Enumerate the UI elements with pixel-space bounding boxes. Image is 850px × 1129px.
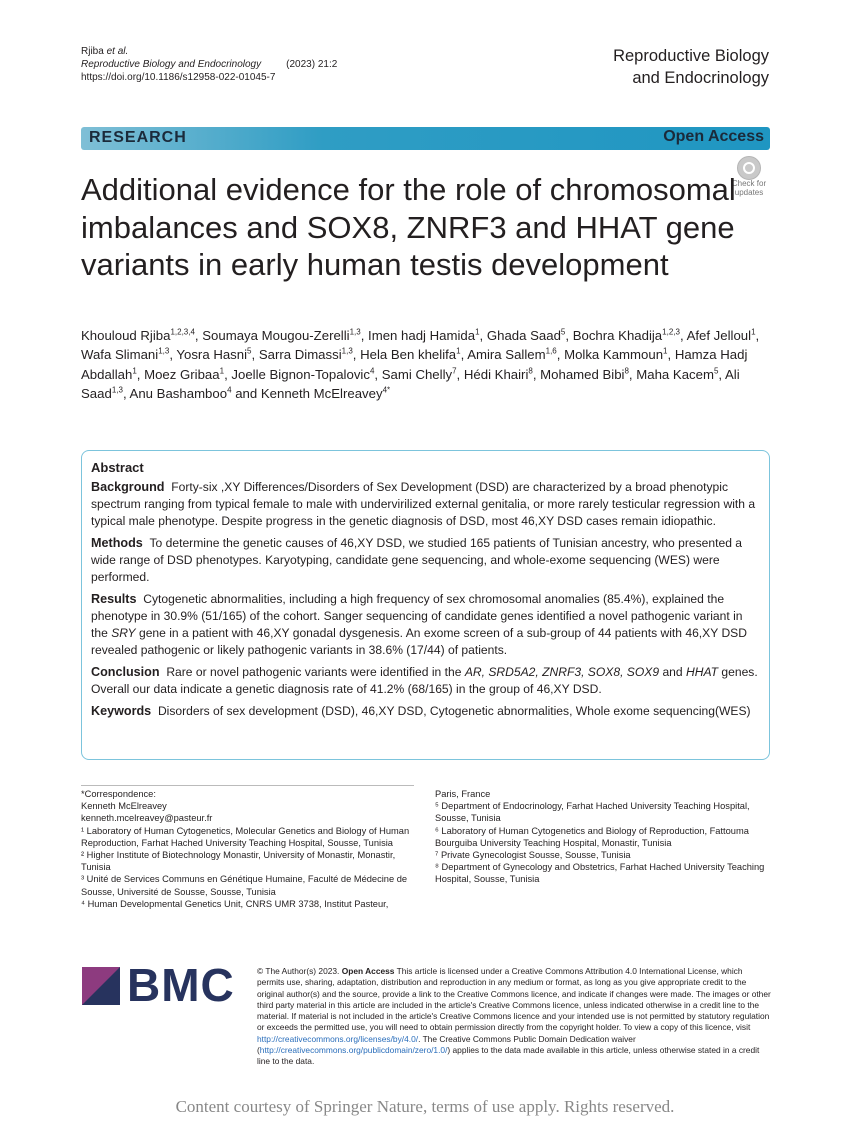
footnotes-right	[435, 788, 765, 886]
author-affiliation: 1,6	[545, 347, 557, 357]
author-name: Sami Chelly	[381, 366, 453, 382]
footnotes-left	[81, 788, 411, 910]
author-name: Hédi Khairi	[463, 366, 529, 382]
abstract-background	[91, 479, 760, 530]
author-name: Molka Kammoun	[564, 347, 664, 363]
author-affiliation: 1,3	[111, 385, 123, 395]
keywords-text: Disorders of sex development (DSD), 46,XY DSD, Cytogenetic abnormalities, Whole exome sequencing(WES)	[157, 704, 751, 718]
check-updates-line1: Check for	[731, 179, 767, 188]
results-label: Results	[91, 592, 137, 606]
author-name: Bochra Khadija	[572, 328, 663, 343]
footnote-rule	[81, 785, 414, 786]
methods-text: To determine the genetic causes of 46,XY DSD, we studied 165 patients of Tunisian ancestry, who presented a wide range of DSD phenotypes. Karyotyping, candidate gene sequencing, and whole-exome sequencing (WES) were performed.	[91, 536, 743, 584]
license-link-cc-by[interactable]: http://creativecommons.org/licenses/by/4.0/	[257, 1033, 419, 1044]
author-name: Imen hadj Hamida	[368, 328, 476, 343]
research-label: RESEARCH	[89, 129, 187, 146]
keywords-label: Keywords	[91, 704, 152, 718]
author-affiliation: 8	[624, 366, 629, 376]
author-name: Hela Ben khelifa	[360, 347, 457, 363]
author-short: Rjiba	[81, 46, 104, 57]
author-affiliation: 4	[369, 366, 375, 376]
author-name: Amira Sallem	[467, 347, 546, 363]
abstract-heading: Abstract	[91, 460, 144, 475]
footnote-aff-6: ⁶ Laboratory of Human Cytogenetics and Biology of Reproduction, Fattouma Bourguiba University Teaching Hospital, Monastir, Tunisia	[435, 825, 749, 848]
results-text-b: gene in a patient with 46,XY gonadal dysgenesis. An exome screen of a sub-group of 44 patients with 46,XY DSD revealed pathogenic or likely pathogenic variants in 38.6% (17/44) of patients.	[91, 626, 747, 657]
license-link-cc0[interactable]: http://creativecommons.org/publicdomain/zero/1.0/	[259, 1045, 448, 1056]
volume: (2023) 21:2	[286, 59, 338, 70]
footnote-aff-5: ⁵ Department of Endocrinology, Farhat Hached University Teaching Hospital, Sousse, Tunisia	[435, 801, 750, 824]
bmc-logo-mark	[82, 967, 120, 1005]
conclusion-genes: AR, SRD5A2, ZNRF3, SOX8, SOX9	[464, 665, 660, 679]
check-updates-line2: updates	[734, 187, 764, 197]
author-affiliation: 1	[663, 347, 668, 357]
author-name: Afef Jelloul	[686, 328, 752, 343]
author-affiliation: 5	[247, 347, 252, 357]
footnote-corr-name: Kenneth McElreavey	[81, 801, 167, 812]
author-name: Ghada Saad	[486, 328, 561, 343]
open-access-label: Open Access	[663, 128, 764, 145]
author-affiliation: 1,3	[349, 327, 361, 337]
author-affiliation: 5	[713, 366, 719, 376]
author-name: Anu Bashamboo	[129, 386, 228, 402]
journal-title-line2: and Endocrinology	[632, 69, 769, 87]
author-name: Wafa Slimani	[81, 347, 159, 363]
abstract-conclusion	[91, 664, 760, 698]
author-name: Hamza Hadj Abdallah	[81, 347, 748, 382]
footnote-corr-email[interactable]: kenneth.mcelreavey@pasteur.fr	[81, 813, 213, 824]
author-affiliation: 1	[475, 327, 480, 337]
license-body-3: ) applies to the data made available in this article, unless otherwise stated in a credit line to the data.	[257, 1045, 760, 1067]
footnote-aff-1: ¹ Laboratory of Human Cytogenetics, Molecular Genetics and Biology of Human Reproduction, Farhat Hached University Teaching Hospital, Sousse, Tunisia	[81, 825, 410, 848]
results-gene: SRY	[111, 626, 136, 640]
conclusion-and: and	[662, 665, 683, 679]
author-etal: et al.	[106, 46, 129, 57]
conclusion-label: Conclusion	[91, 665, 160, 679]
research-band	[81, 127, 770, 150]
license-open-access: Open Access	[341, 966, 395, 976]
author-name: Moez Gribaa	[144, 366, 220, 382]
author-list: Khouloud Rjiba$^{1,2,3,4}$, Soumaya Mougou-Zerelli$^{1,3}$, Imen hadj Hamida$^1$, Ghada Saad$^5$, Bochra Khadija$^{1,2,3}$, Afef Jelloul$^1$, Wafa Slimani$^{1,3}$, Yosra Hasni$^5$, Sarra Dimassi$^{1,3}$, Hela Ben khelifa$^1$, Amira Sallem$^{1,6}$, Molka Kammoun$^1$, Hamza Hadj Abdallah$^1$, Moez Gribaa$^1$, Joelle Bignon-Topalovic$^4$, Sami Chelly$^7$, Hédi Khairi$^8$, Mohamed Bibi$^8$, Maha Kacem$^5$, Ali Saad$^{1,3}$, Anu Bashamboo$^4$ and Kenneth McElreavey$^{4*}$	[81, 327, 760, 402]
footnote-aff-2: ² Higher Institute of Biotechnology Monastir, University of Monastir, Monastir, Tunisia	[81, 850, 396, 873]
abstract-keywords	[91, 703, 760, 720]
license-copyright: © The Author(s) 2023.	[257, 966, 340, 976]
author-affiliation: 1	[219, 366, 225, 376]
journal-title	[613, 45, 769, 89]
author-affiliation: 4	[227, 385, 232, 395]
conclusion-text-a: Rare or novel pathogenic variants were identified in the	[166, 665, 462, 679]
footnote-aff-8: ⁸ Department of Gynecology and Obstetrics, Farhat Hached University Teaching Hospital, Sousse, Tunisia	[435, 862, 765, 885]
author-affiliation: 7	[452, 366, 457, 376]
author-affiliation: 1	[751, 327, 756, 337]
courtesy-notice: Content courtesy of Springer Nature, terms of use apply. Rights reserved.	[175, 1097, 675, 1116]
footnote-aff-4: ⁴ Human Developmental Genetics Unit, CNRS UMR 3738, Institut Pasteur,	[81, 898, 389, 909]
methods-label: Methods	[91, 536, 143, 550]
footnote-aff-3: ³ Unité de Services Communs en Génétique Humaine, Faculté de Médecine de Sousse, Université de Sousse, Sousse, Tunisia	[81, 874, 408, 897]
bmc-logo-text: BMC	[127, 959, 235, 1011]
footnote-aff-4-cont: Paris, France	[435, 789, 491, 799]
author-affiliation: 1	[132, 366, 137, 376]
author-name: Khouloud Rjiba	[81, 328, 171, 343]
license-body-2: . The Creative Commons Public Domain Dedication waiver (	[257, 1033, 636, 1056]
author-name: Kenneth McElreavey	[260, 386, 383, 402]
background-label: Background	[91, 480, 165, 494]
author-name: Soumaya Mougou-Zerelli	[202, 328, 350, 343]
author-affiliation: 1	[456, 347, 461, 357]
author-affiliation: 1,3	[341, 347, 353, 357]
abstract-results	[91, 591, 760, 659]
running-header	[81, 45, 337, 84]
author-affiliation: 1,2,3,4	[170, 327, 195, 337]
author-affiliation: 8	[528, 366, 533, 376]
doi-link[interactable]: https://doi.org/10.1186/s12958-022-01045-7	[81, 72, 276, 83]
journal-name: Reproductive Biology and Endocrinology	[81, 59, 262, 70]
author-name: Ali Saad	[81, 366, 740, 402]
author-name: Maha Kacem	[636, 366, 714, 382]
author-affiliation: 1,3	[158, 347, 170, 357]
abstract-box	[81, 450, 770, 760]
article-title: Additional evidence for the role of chromosomal imbalances and SOX8, ZNRF3 and HHAT gene variants in early human testis development	[81, 172, 736, 282]
footnote-correspondence: *Correspondence:	[81, 789, 156, 799]
conclusion-gene2: HHAT	[686, 665, 719, 679]
author-name: Yosra Hasni	[176, 347, 248, 363]
license-body-1: This article is licensed under a Creative Commons Attribution 4.0 International License, which permits use, sharing, adaptation, distribution and reproduction in any medium or format, as long as you give appropriate credit to the original author(s) and the source, provide a link to the Creative Commons licence, and indicate if changes were made. The images or other third party material in this article are included in the article's Creative Commons licence, unless indicated otherwise in a credit line to the material. If material is not included in the article's Creative Commons licence and your intended use is not permitted by statutory regulation or exceeds the permitted use, you will need to obtain permission directly from the copyright holder. To view a copy of this licence, visit	[257, 966, 771, 1033]
license-text	[257, 966, 771, 1068]
author-name: Joelle Bignon-Topalovic	[231, 366, 370, 382]
footnote-aff-7: ⁷ Private Gynecologist Sousse, Sousse, Tunisia	[435, 850, 631, 861]
bmc-logo	[82, 959, 242, 1011]
abstract-methods	[91, 535, 760, 586]
results-text-a: Cytogenetic abnormalities, including a high frequency of sex chromosomal anomalies (85.4%), explained the phenotype in 30.9% (51/165) of the cohort. Sanger sequencing of candidate genes identified a novel pathogenic variant in the	[91, 592, 743, 640]
author-affiliation: 1,2,3	[662, 327, 680, 337]
author-affiliation: 5	[560, 327, 566, 337]
author-affiliation: 4*	[382, 385, 391, 395]
background-text: Forty-six ,XY Differences/Disorders of Sex Development (DSD) are characterized by a broad phenotypic spectrum ranging from typical female to male with undervirilized external genitalia, or more rarely testicular regression with a typical male phenotype. Despite progress in the genetic diagnosis of DSD, most 46,XY DSD cases remain idiopathic.	[91, 480, 756, 528]
journal-title-line1: Reproductive Biology	[613, 47, 769, 65]
author-name: Sarra Dimassi	[258, 347, 342, 363]
conclusion-text-b: genes. Overall our data indicate a genetic diagnosis rate of 41.2% (68/165) in the group of 46,XY DSD.	[91, 665, 758, 696]
author-name: Mohamed Bibi	[540, 366, 625, 382]
author-and: and	[235, 386, 258, 402]
